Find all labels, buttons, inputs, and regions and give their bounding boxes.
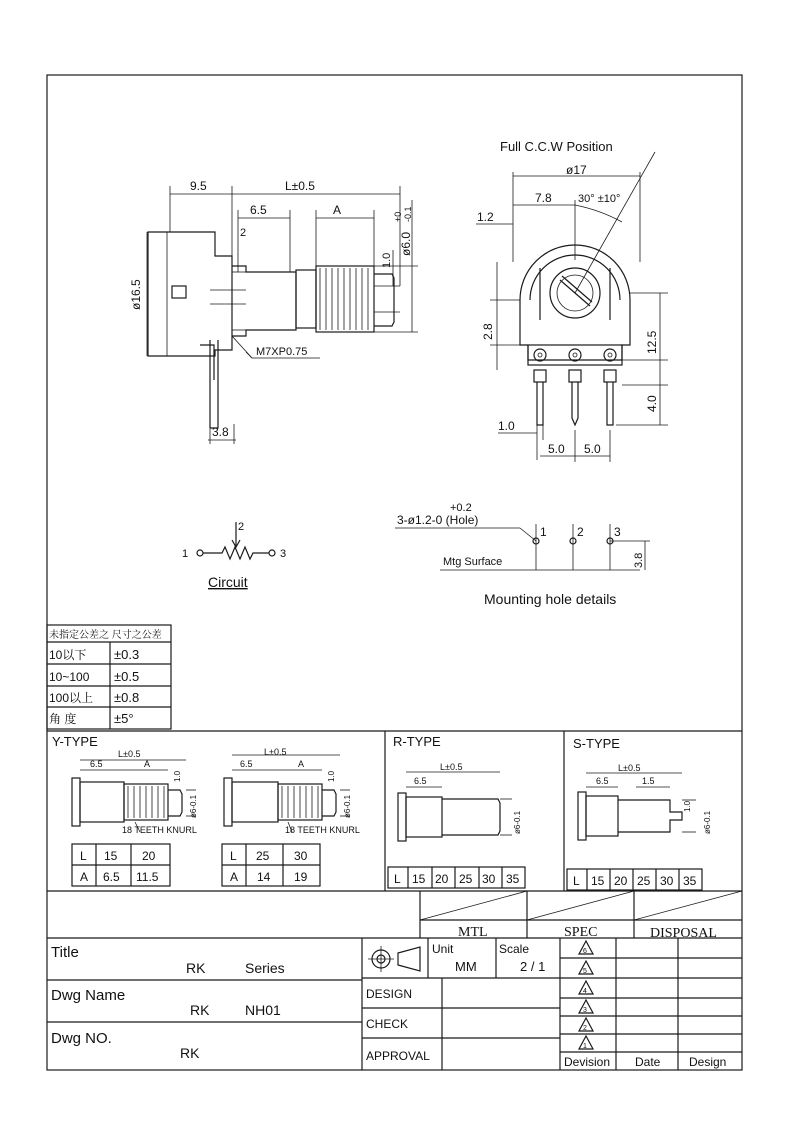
- dim-6-0-tol-minus: -0.1: [403, 206, 413, 222]
- y-table1-a-11-5: 11.5: [136, 870, 159, 884]
- spec-label: SPEC: [564, 925, 598, 940]
- dim-16-5: ø16.5: [129, 279, 143, 310]
- mounting-holes: [395, 524, 650, 570]
- disposal-label: DISPOSAL: [650, 926, 717, 941]
- dim-l: L±0.5: [285, 179, 315, 193]
- y-table2-a-14: 14: [257, 870, 271, 884]
- circuit-title: Circuit: [208, 574, 248, 590]
- y-table2-a-19: 19: [294, 870, 308, 884]
- y-table1-a-6-5: 6.5: [103, 870, 120, 884]
- tol-value-4: ±5°: [114, 711, 134, 726]
- s-type-dim-6-5: 6.5: [596, 776, 609, 786]
- scale-label: Scale: [499, 942, 530, 956]
- s-table-30: 30: [660, 874, 674, 888]
- r-type-dim-l: L±0.5: [440, 762, 463, 772]
- projection-symbol: [398, 947, 420, 971]
- y-type-knurl-1: 18 TEETH KNURL: [122, 825, 197, 835]
- unit-label: Unit: [432, 942, 454, 956]
- s-type-dim-1-0: 1.0: [683, 800, 692, 812]
- r-table-25: 25: [459, 872, 473, 886]
- dim-7-8: 7.8: [535, 191, 552, 205]
- revision-4: 4: [583, 988, 587, 995]
- tol-value-3: ±0.8: [114, 690, 140, 705]
- y-type-dim-1-0-1: 1.0: [173, 770, 182, 782]
- dim-6-0-tol-plus: +0: [393, 211, 403, 222]
- dim-12-5: 12.5: [645, 330, 659, 354]
- mounting-pin-2: 2: [577, 525, 584, 539]
- tol-range-4: 角 度: [49, 712, 77, 726]
- y-type-dim-a-1: A: [144, 759, 151, 769]
- y-table1-l: L: [80, 849, 87, 863]
- circuit-pin-1: 1: [182, 548, 189, 560]
- mtl-label: MTL: [458, 925, 488, 940]
- y-table2-l-30: 30: [294, 849, 308, 863]
- design-col-label: Design: [689, 1055, 727, 1069]
- hole-spec: 3-ø1.2-0 (Hole): [397, 513, 479, 527]
- sheet-border: [47, 75, 742, 1070]
- circuit-pin-2: 2: [238, 521, 245, 533]
- circuit-pin-3: 3: [280, 548, 287, 560]
- y-type-dim-6-5-1: 6.5: [90, 759, 103, 769]
- dim-1-0-pin: 1.0: [498, 419, 515, 433]
- design-label: DESIGN: [366, 987, 413, 1001]
- r-type-dim-6-5: 6.5: [414, 776, 427, 786]
- s-type-table: [567, 869, 702, 890]
- approval-label: APPROVAL: [366, 1049, 430, 1063]
- s-table-15: 15: [591, 874, 605, 888]
- dim-5-0-b: 5.0: [584, 442, 601, 456]
- tol-value-2: ±0.5: [114, 669, 140, 684]
- dwg-name-label: Dwg Name: [51, 987, 126, 1004]
- mounting-pin-1: 1: [540, 525, 547, 539]
- dim-9-5: 9.5: [190, 179, 207, 193]
- dwg-name-rk: RK: [190, 1002, 210, 1018]
- angle-30: 30° ±10°: [578, 193, 621, 205]
- dim-6-5: 6.5: [250, 203, 267, 217]
- s-type-dim-l: L±0.5: [618, 763, 641, 773]
- y-type-drawing-1: [72, 760, 196, 832]
- y-type-dim-a-2: A: [298, 759, 305, 769]
- date-label: Date: [635, 1055, 661, 1069]
- title-series: Series: [245, 960, 285, 976]
- tol-range-2: 10~100: [49, 670, 90, 684]
- thread-spec: M7XP0.75: [256, 346, 308, 358]
- r-type-table: [388, 867, 525, 888]
- title-rk: RK: [186, 960, 206, 976]
- dim-2-8: 2.8: [481, 323, 495, 340]
- s-type-dim-dia: ø6-0.1: [703, 810, 712, 834]
- mtg-surface: Mtg Surface: [443, 556, 503, 568]
- full-ccw-position: Full C.C.W Position: [500, 139, 613, 154]
- y-table2-a: A: [230, 870, 239, 884]
- mounting-pin-3: 3: [614, 525, 621, 539]
- dim-5-0-a: 5.0: [548, 442, 565, 456]
- pot-body: [148, 232, 232, 356]
- y-type-dim-dia-1: ø6-0.1: [189, 794, 198, 818]
- dwg-name-value: NH01: [245, 1002, 281, 1018]
- y-type-knurl-2: 18 TEETH KNURL: [285, 825, 360, 835]
- r-table-l: L: [394, 872, 401, 886]
- material-row: [47, 891, 742, 938]
- dwg-no-label: Dwg NO.: [51, 1030, 112, 1047]
- y-type-dim-l-1: L±0.5: [118, 749, 141, 759]
- s-table-l: L: [573, 874, 580, 888]
- tol-range-1: 10以下: [49, 648, 87, 662]
- y-table1-l-20: 20: [142, 849, 156, 863]
- dim-17: ø17: [566, 163, 587, 177]
- dim-4-0: 4.0: [645, 395, 659, 412]
- bushing: [232, 266, 296, 336]
- y-type-dim-dia-2: ø6-0.1: [343, 794, 352, 818]
- y-table2-l: L: [230, 849, 237, 863]
- side-view: [147, 186, 418, 444]
- front-body: [520, 245, 630, 360]
- y-type-dim-l-2: L±0.5: [264, 747, 287, 757]
- dwg-no-rk: RK: [180, 1045, 200, 1061]
- revision-3: 3: [583, 1007, 587, 1014]
- revision-1: 1: [583, 1043, 587, 1050]
- dim-6-0: ø6.0: [399, 231, 413, 256]
- dim-1-2: 1.2: [477, 210, 494, 224]
- dim-a: A: [333, 203, 342, 217]
- revision-6: 6: [583, 948, 587, 955]
- tol-value-1: ±0.3: [114, 647, 140, 662]
- dim-1-0: 1.0: [381, 252, 393, 268]
- y-table1-l-15: 15: [104, 849, 118, 863]
- hole-tolerance: +0.2: [450, 502, 472, 514]
- r-type-dim-dia: ø6-0.1: [513, 810, 522, 834]
- unit-value: MM: [455, 959, 477, 974]
- r-table-30: 30: [482, 872, 496, 886]
- circuit-diagram: [197, 522, 275, 559]
- r-type-title: R-TYPE: [393, 734, 441, 749]
- tolerance-header: 未指定公差之 尺寸之公差: [49, 630, 162, 641]
- y-table2-l-25: 25: [256, 849, 270, 863]
- devision-label: Devision: [564, 1055, 611, 1069]
- dim-3-8: 3.8: [212, 425, 229, 439]
- s-table-20: 20: [614, 874, 628, 888]
- r-table-20: 20: [435, 872, 449, 886]
- s-type-title: S-TYPE: [573, 736, 620, 751]
- y-type-title: Y-TYPE: [52, 734, 98, 749]
- r-table-15: 15: [412, 872, 426, 886]
- s-type-dim-1-5: 1.5: [642, 776, 655, 786]
- mounting-dim-3-8: 3.8: [633, 552, 645, 568]
- y-table1-a: A: [80, 870, 89, 884]
- tol-range-3: 100以上: [49, 691, 94, 705]
- mounting-title: Mounting hole details: [484, 591, 617, 607]
- y-type-dim-6-5-2: 6.5: [240, 759, 253, 769]
- s-table-25: 25: [637, 874, 651, 888]
- title-label: Title: [51, 944, 79, 961]
- scale-value: 2 / 1: [520, 959, 546, 974]
- r-table-35: 35: [506, 872, 520, 886]
- revision-2: 2: [583, 1025, 587, 1032]
- check-label: CHECK: [366, 1017, 409, 1031]
- dim-2: 2: [240, 227, 247, 239]
- knurl-shaft: [316, 266, 374, 332]
- y-type-dim-1-0-2: 1.0: [327, 770, 336, 782]
- s-table-35: 35: [683, 874, 697, 888]
- front-view: [476, 152, 668, 462]
- revision-5: 5: [583, 968, 587, 975]
